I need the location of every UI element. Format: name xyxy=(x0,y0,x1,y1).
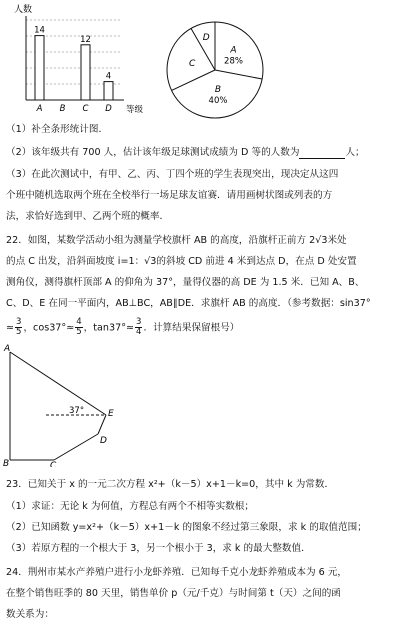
q21-part3-line3: 法，求恰好选到甲、乙两个班的概率． xyxy=(6,211,170,222)
sight-line-ae xyxy=(10,352,106,415)
pie-slice-label-a: A xyxy=(230,45,237,56)
answer-blank[interactable] xyxy=(299,148,345,159)
bar-chart-x-label: 等级 xyxy=(126,105,144,114)
q21-part2: （2）该年级共有 700 人，估计该年级足球测试成绩为 D 等的人数为 人； xyxy=(6,147,365,158)
bar-value-label-a: 14 xyxy=(34,25,45,36)
point-c-label: C xyxy=(50,461,57,467)
segment-de xyxy=(98,415,106,434)
bar-a xyxy=(35,36,44,100)
bar-c xyxy=(81,45,90,100)
pie-slice-pct-b: 40% xyxy=(208,95,228,106)
q21-part1: （1）补全条形统计图． xyxy=(6,124,109,135)
bar-chart xyxy=(4,2,154,114)
q22-line2: 的点 C 出发，沿斜面坡度 i=1：√3的斜坡 CD 前进 4 米到达点 D，在点 D 处安置 xyxy=(6,256,357,267)
pie-slice-label-b: B xyxy=(214,84,222,95)
q24-line2: 在整个销售旺季的 80 天里，销售单价 p（元/千克）与时间第 t（天）之间的函 xyxy=(6,588,341,599)
q23-line2: （1）求证：无论 k 为何值，方程总有两个不相等实数根； xyxy=(6,501,255,512)
q22-line1: 22．如图，某数学活动小组为测量学校旗杆 AB 的高度，沿旗杆正前方 2√3米处 xyxy=(6,235,347,246)
pie-slice-pct-a: 28% xyxy=(224,56,243,67)
point-e-label: E xyxy=(108,409,114,419)
point-b-label: B xyxy=(3,459,10,467)
bar-category-label-d: D xyxy=(105,104,112,114)
bar-category-label-b: B xyxy=(59,104,66,114)
pie-slice-label-d: D xyxy=(202,33,210,44)
bar-category-label-a: A xyxy=(36,104,43,114)
flagpole-figure xyxy=(2,342,142,467)
bar-value-label-c: 12 xyxy=(80,34,91,45)
bar-category-label-c: C xyxy=(82,104,89,114)
angle-label: 37° xyxy=(69,406,85,416)
q22-line3: 测角仪，测得旗杆顶部 A 的仰角为 37°，量得仪器的高 DE 为 1.5 米．已知 A、B、 xyxy=(6,277,365,288)
fraction-sin: $\frac{3}{5}$ xyxy=(16,317,22,337)
point-a-label: A xyxy=(4,344,11,354)
q23-line1: 23．已知关于 x 的一元二次方程 x²+（k－5）x+1－k=0，其中 k 为常数． xyxy=(6,479,335,490)
q24-line1: 24．荆州市某水产养殖户进行小龙虾养殖．已知每千克小龙虾养殖成本为 6 元， xyxy=(6,567,348,578)
q23-line3: （2）已知函数 y=x²+（k－5）x+1－k 的图象不经过第三象限，求 k 的取值范围； xyxy=(6,522,367,533)
q21-part3-line1: （3）在此次测试中，有甲、乙、丙、丁四个班的学生表现突出，现决定从这四 xyxy=(6,169,339,180)
bar-value-label-d: 4 xyxy=(105,71,112,82)
q22-line4: C、D、E 在同一平面内，AB⊥BC，AB∥DE．求旗杆 AB 的高度．（参考数据：sin37° xyxy=(6,298,371,309)
q24-line3: 数关系为： xyxy=(6,609,54,620)
bar-d xyxy=(104,82,113,100)
fraction-cos: $\frac{4}{5}$ xyxy=(76,317,82,337)
pie-slice-label-c: C xyxy=(188,58,196,69)
point-d-label: D xyxy=(100,436,107,446)
q21-part3-line2: 个班中随机选取两个班在全校举行一场足球友谊赛．请用画树状图或列表的方 xyxy=(6,190,333,201)
segment-cd xyxy=(54,434,98,460)
pie-chart xyxy=(160,18,270,122)
fraction-tan: $\frac{3}{4}$ xyxy=(136,317,142,337)
q23-line4: （3）若原方程的一个根大于 3，另一个根小于 3，求 k 的最大整数值． xyxy=(6,543,311,554)
bar-chart-y-label: 人数 xyxy=(14,5,33,15)
q22-line5: ≈ $\frac{3}{5}$ ，cos37°≈ $\frac{4}{5}$ ，tan37°≈ $\frac{3}{4}$ ．计算结果保留根号） xyxy=(6,317,240,337)
